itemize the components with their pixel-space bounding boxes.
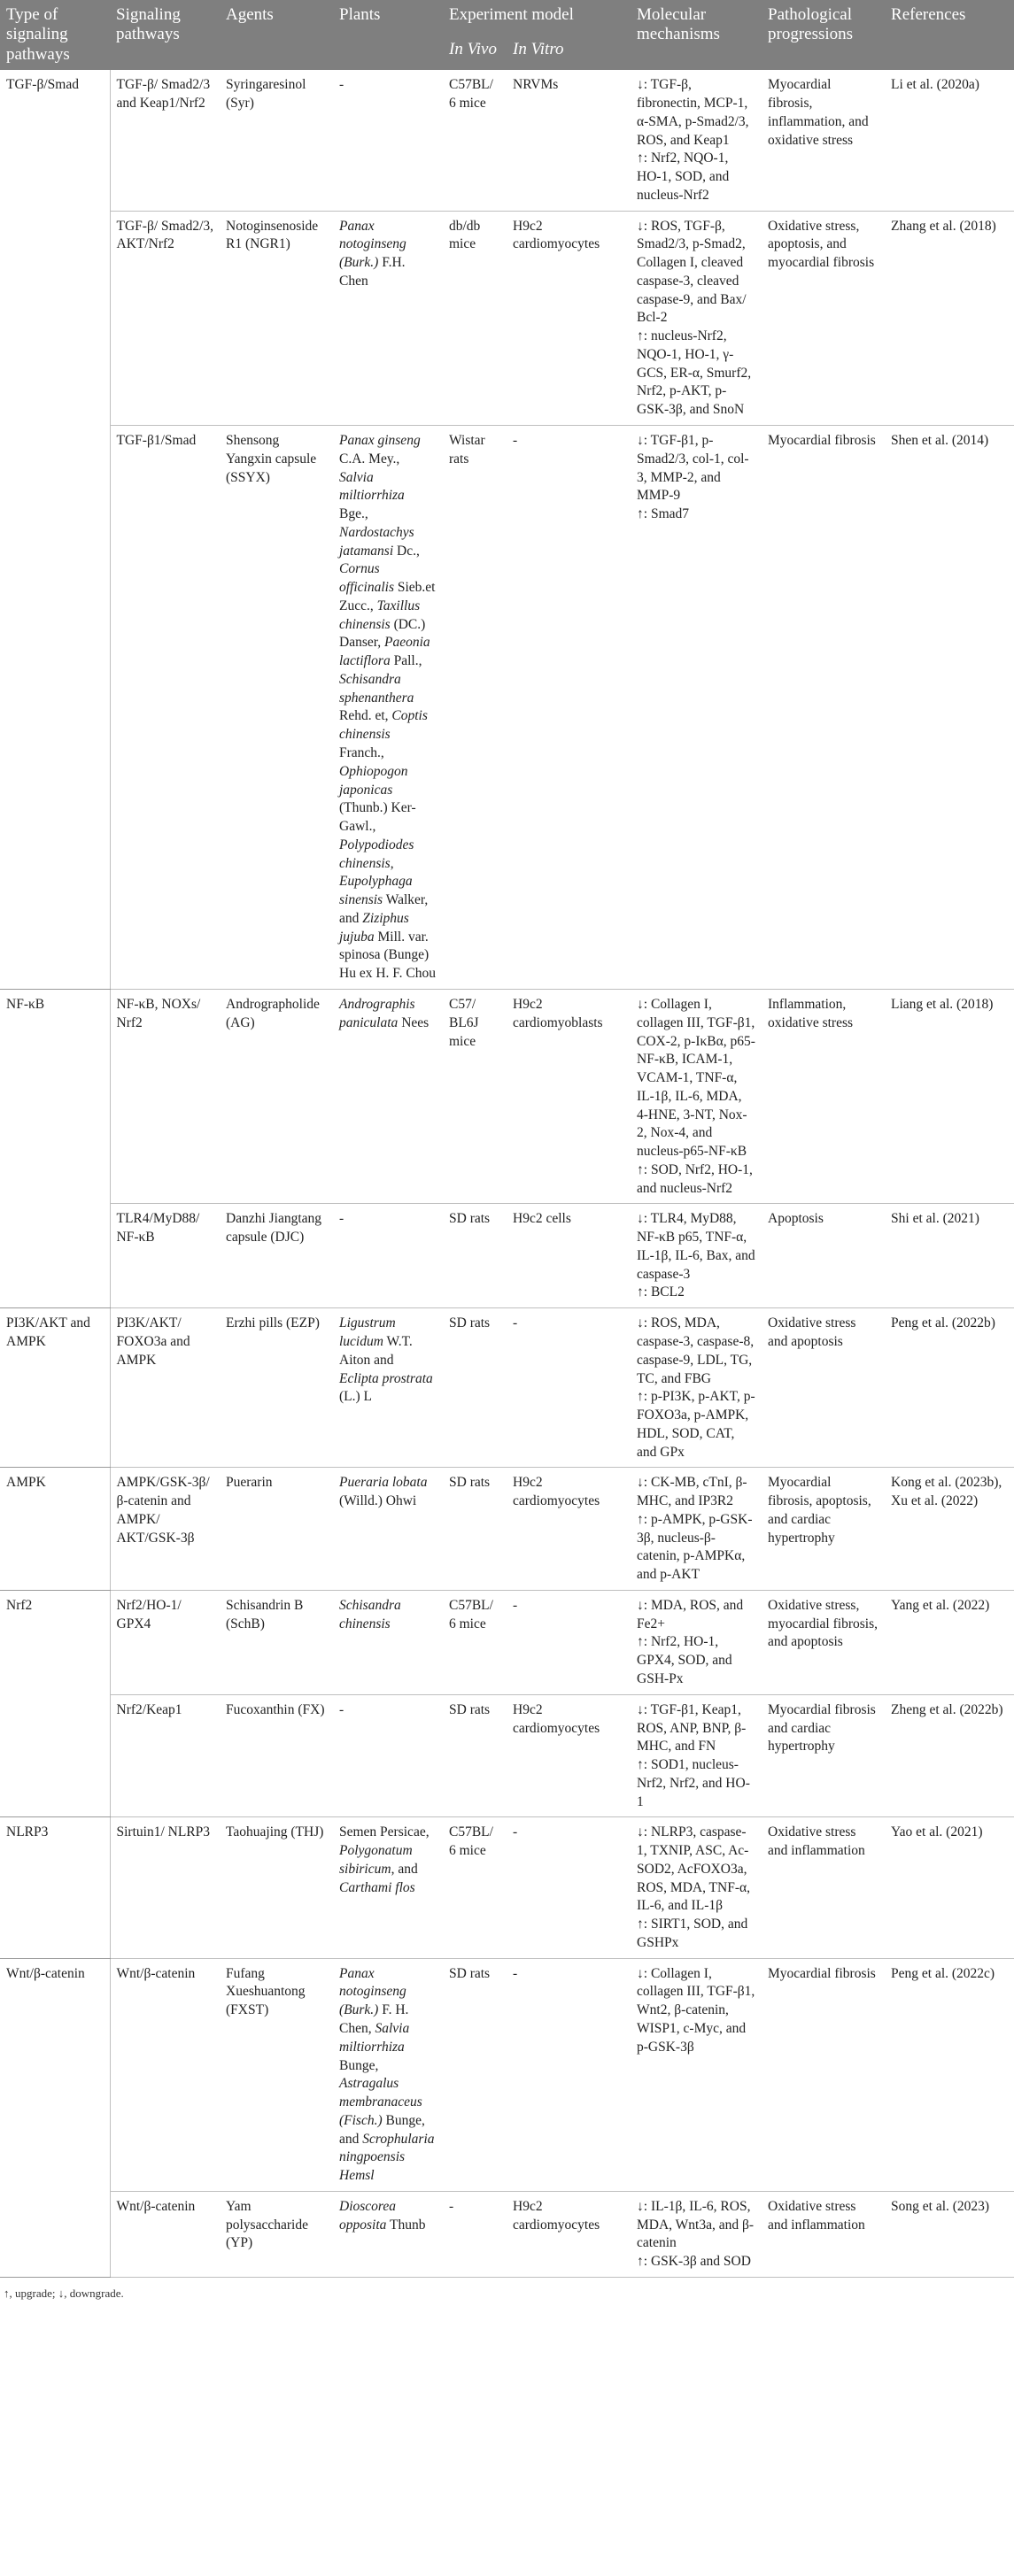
cell-references: Zheng et al. (2022b) <box>885 1694 1014 1817</box>
cell-pathology: Apoptosis <box>762 1204 885 1308</box>
cell-pathology: Myocardial fibrosis, apoptosis, and cardiac hypertrophy <box>762 1468 885 1591</box>
cell-signaling-pathways: NF-κB, NOXs/ Nrf2 <box>110 989 220 1203</box>
cell-molecular-mechanisms <box>631 1308 762 1468</box>
cell-molecular-mechanisms <box>631 2191 762 2277</box>
cell-references: Kong et al. (2023b), Xu et al. (2022) <box>885 1468 1014 1591</box>
cell-in-vivo: C57BL/ 6 mice <box>443 1817 507 1958</box>
cell-agents: Fufang Xueshuantong (FXST) <box>220 1958 333 2191</box>
plant-text: Salvia miltiorrhiza <box>339 2021 410 2055</box>
cell-signaling-pathways: TGF-β1/Smad <box>110 426 220 990</box>
mechanism-down: ↓: TLR4, MyD88, NF-κB p65, TNF-α, IL-1β, IL-6, Bax, and caspase-3 <box>637 1211 755 1282</box>
cell-pathology: Myocardial fibrosis and cardiac hypertrophy <box>762 1694 885 1817</box>
cell-signaling-pathways: TGF-β/ Smad2/3 and Keap1/Nrf2 <box>110 70 220 211</box>
plant-text: Eupolyphaga sinensis <box>339 874 413 908</box>
header-experiment: Experiment model <box>443 0 631 36</box>
plant-text: Pall., <box>390 653 422 669</box>
mechanism-up: ↑: SOD1, nucleus-Nrf2, Nrf2, and HO-1 <box>637 1757 750 1809</box>
mechanism-down: ↓: MDA, ROS, and Fe2+ <box>637 1597 744 1631</box>
plant-text: Pueraria lobata <box>339 1475 428 1491</box>
plant-text: (DC.) Danser, <box>339 616 426 651</box>
plant-text: Cornus officinalis <box>339 561 394 596</box>
cell-pathology: Oxidative stress and apoptosis <box>762 1308 885 1468</box>
cell-agents: Andrographolide (AG) <box>220 989 333 1203</box>
cell-in-vitro: H9c2 cardiomyocytes <box>507 2191 631 2277</box>
cell-in-vitro: H9c2 cardiomyoblasts <box>507 989 631 1203</box>
plant-text: Taxillus chinensis <box>339 598 421 632</box>
cell-agents: Shensong Yangxin capsule (SSYX) <box>220 426 333 990</box>
table-row <box>0 1204 1014 1308</box>
mechanism-down: ↓: IL-1β, IL-6, ROS, MDA, Wnt3a, and β-catenin <box>637 2198 755 2251</box>
cell-molecular-mechanisms <box>631 70 762 211</box>
cell-agents: Schisandrin B (SchB) <box>220 1590 333 1694</box>
plant-text: Andrographis paniculata <box>339 996 415 1030</box>
mechanism-up: ↑: p-PI3K, p-AKT, p-FOXO3a, p-AMPK, HDL, SOD, CAT, and GPx <box>637 1389 755 1460</box>
cell-molecular-mechanisms <box>631 1468 762 1591</box>
plant-text: Panax ginseng <box>339 433 421 448</box>
plant-text: Nees <box>398 1014 430 1030</box>
cell-in-vitro: H9c2 cardiomyocytes <box>507 211 631 425</box>
plant-text: Ophiopogon japonicas <box>339 763 408 798</box>
plant-text: Schisandra sphenanthera <box>339 671 414 706</box>
header-type: Type of signaling pathways <box>0 0 110 70</box>
cell-in-vivo: Wistar rats <box>443 426 507 990</box>
plant-text: Walker, and <box>339 892 429 926</box>
plant-text: - <box>339 77 344 93</box>
mechanism-up: ↑: nucleus-Nrf2, NQO-1, HO-1, γ-GCS, ER-α, Smurf2, Nrf2, p-AKT, p-GSK-3β, and SnoN <box>637 328 752 418</box>
table-footnote: ↑, upgrade; ↓, downgrade. <box>4 2286 124 2300</box>
cell-signaling-pathways: Wnt/β-catenin <box>110 2191 220 2277</box>
plant-text: (L.) L <box>339 1389 373 1405</box>
cell-references: Yang et al. (2022) <box>885 1590 1014 1694</box>
cell-in-vivo: SD rats <box>443 1204 507 1308</box>
plant-text: Bunge, <box>339 2057 379 2073</box>
cell-plants <box>333 1204 443 1308</box>
header-mechanisms: Molecular mechanisms <box>631 0 762 70</box>
cell-agents: Syringaresinol (Syr) <box>220 70 333 211</box>
cell-pathology: Myocardial fibrosis <box>762 1958 885 2191</box>
plant-text: Panax notoginseng (Burk.) <box>339 1965 406 2018</box>
cell-references: Zhang et al. (2018) <box>885 211 1014 425</box>
cell-molecular-mechanisms <box>631 1590 762 1694</box>
cell-references: Song et al. (2023) <box>885 2191 1014 2277</box>
table-body <box>0 70 1014 2277</box>
cell-pathology: Oxidative stress, myocardial fibrosis, and apoptosis <box>762 1590 885 1694</box>
cell-plants <box>333 2191 443 2277</box>
cell-pathway-type: Nrf2 <box>0 1590 110 1816</box>
plant-text: Mill. var. spinosa (Bunge) Hu ex H. F. Chou <box>339 929 436 982</box>
cell-signaling-pathways: Nrf2/Keap1 <box>110 1694 220 1817</box>
table-row <box>0 1694 1014 1817</box>
mechanism-up: ↑: Smad7 <box>637 506 690 522</box>
cell-references: Shen et al. (2014) <box>885 426 1014 990</box>
plant-text: Dc., <box>393 543 420 559</box>
cell-in-vivo: C57/ BL6J mice <box>443 989 507 1203</box>
cell-signaling-pathways: Sirtuin1/ NLRP3 <box>110 1817 220 1958</box>
header-pathways: Signaling pathways <box>110 0 220 70</box>
header-agents: Agents <box>220 0 333 70</box>
plant-text: Dioscorea opposita <box>339 2198 396 2233</box>
cell-agents: Erzhi pills (EZP) <box>220 1308 333 1468</box>
plant-text: W.T. Aiton and <box>339 1333 413 1368</box>
cell-signaling-pathways: AMPK/GSK-3β/β-catenin and AMPK/ AKT/GSK-3β <box>110 1468 220 1591</box>
cell-molecular-mechanisms <box>631 1694 762 1817</box>
cell-pathway-type: AMPK <box>0 1468 110 1591</box>
plant-text: (Willd.) Ohwi <box>339 1493 417 1509</box>
plant-text: Thunb <box>386 2217 426 2233</box>
mechanism-down: ↓: TGF-β, fibronectin, MCP-1, α-SMA, p-Smad2/3, ROS, and Keap1 <box>637 77 749 148</box>
cell-references: Yao et al. (2021) <box>885 1817 1014 1958</box>
cell-molecular-mechanisms <box>631 1204 762 1308</box>
cell-in-vivo: C57BL/ 6 mice <box>443 1590 507 1694</box>
mechanism-up: ↑: SIRT1, SOD, and GSHPx <box>637 1917 748 1950</box>
cell-pathology: Myocardial fibrosis <box>762 426 885 990</box>
plant-text: Astragalus membranaceus (Fisch.) <box>339 2076 422 2128</box>
cell-pathway-type: TGF-β/Smad <box>0 70 110 989</box>
cell-in-vivo: db/db mice <box>443 211 507 425</box>
cell-pathology: Oxidative stress and inflammation <box>762 2191 885 2277</box>
plant-text: Sieb.et Zucc., <box>339 580 436 613</box>
plant-text: (Thunb.) Ker-Gawl., <box>339 800 416 835</box>
table-row <box>0 1590 1014 1694</box>
cell-in-vitro: - <box>507 1590 631 1694</box>
plant-text: F.H. Chen <box>339 255 406 289</box>
header-pathology: Pathological progressions <box>762 0 885 70</box>
cell-plants <box>333 989 443 1203</box>
cell-plants <box>333 1590 443 1694</box>
cell-in-vitro: H9c2 cells <box>507 1204 631 1308</box>
mechanism-down: ↓: TGF-β1, Keap1, ROS, ANP, BNP, β-MHC, and FN <box>637 1701 747 1755</box>
header-invitro: In Vitro <box>507 36 631 70</box>
mechanism-down: ↓: CK-MB, cTnI, β-MHC, and IP3R2 <box>637 1475 747 1509</box>
table-row <box>0 1958 1014 2191</box>
cell-in-vivo: SD rats <box>443 1468 507 1591</box>
plant-text: - <box>339 1701 344 1717</box>
plant-text: , <box>390 855 394 871</box>
cell-plants <box>333 1817 443 1958</box>
cell-molecular-mechanisms <box>631 1958 762 2191</box>
cell-pathology: Inflammation, oxidative stress <box>762 989 885 1203</box>
cell-plants <box>333 1308 443 1468</box>
cell-references: Peng et al. (2022c) <box>885 1958 1014 2191</box>
cell-in-vitro: - <box>507 1817 631 1958</box>
plant-text: Eclipta prostrata <box>339 1370 433 1386</box>
header-references: References <box>885 0 1014 70</box>
plant-text: , and <box>391 1861 418 1877</box>
table-row <box>0 1817 1014 1958</box>
table-row <box>0 426 1014 990</box>
plant-text: Paeonia lactiflora <box>339 635 430 669</box>
cell-plants <box>333 1694 443 1817</box>
cell-in-vitro: H9c2 cardiomyocytes <box>507 1694 631 1817</box>
cell-signaling-pathways: Wnt/β-catenin <box>110 1958 220 2191</box>
plant-text: F. H. Chen, <box>339 2002 409 2037</box>
cell-plants <box>333 211 443 425</box>
table-row <box>0 211 1014 425</box>
cell-in-vitro: - <box>507 1308 631 1468</box>
table-row <box>0 1468 1014 1591</box>
cell-references: Peng et al. (2022b) <box>885 1308 1014 1468</box>
cell-in-vivo: SD rats <box>443 1694 507 1817</box>
cell-pathway-type: NLRP3 <box>0 1817 110 1958</box>
plant-text: Coptis chinensis <box>339 708 428 743</box>
plant-text: Polypodiodes chinensis <box>339 837 414 871</box>
plant-text: Ziziphus jujuba <box>339 910 409 945</box>
table-row <box>0 1308 1014 1468</box>
plant-text: Nardostachys jatamansi <box>339 524 414 559</box>
plant-text: Semen Persicae, <box>339 1824 430 1840</box>
plant-text: Scrophularia ningpoensis Hemsl <box>339 2131 435 2184</box>
cell-signaling-pathways: TGF-β/ Smad2/3, AKT/Nrf2 <box>110 211 220 425</box>
cell-pathway-type: Wnt/β-catenin <box>0 1958 110 2277</box>
plant-text: Franch., <box>339 745 384 761</box>
plant-text: Bge., <box>339 506 368 522</box>
plant-text: Ligustrum lucidum <box>339 1315 396 1349</box>
cell-plants <box>333 1468 443 1591</box>
plant-text: Panax notoginseng (Burk.) <box>339 218 406 271</box>
cell-references: Shi et al. (2021) <box>885 1204 1014 1308</box>
cell-pathway-type: PI3K/AKT and AMPK <box>0 1308 110 1468</box>
cell-agents: Yam polysaccharide (YP) <box>220 2191 333 2277</box>
mechanism-down: ↓: ROS, TGF-β, Smad2/3, p-Smad2, Collagen I, cleaved caspase-3, cleaved caspase-9, and Bax/ Bcl-2 <box>637 218 747 326</box>
cell-molecular-mechanisms <box>631 1817 762 1958</box>
cell-molecular-mechanisms <box>631 211 762 425</box>
cell-plants <box>333 70 443 211</box>
cell-pathology: Myocardial fibrosis, inflammation, and oxidative stress <box>762 70 885 211</box>
cell-molecular-mechanisms <box>631 989 762 1203</box>
mechanism-up: ↑: BCL2 <box>637 1284 685 1300</box>
cell-agents: Taohuajing (THJ) <box>220 1817 333 1958</box>
plant-text: Schisandra chinensis <box>339 1597 401 1631</box>
mechanism-down: ↓: ROS, MDA, caspase-3, caspase-8, caspase-9, LDL, TG, TC, and FBG <box>637 1315 755 1386</box>
cell-agents: Danzhi Jiangtang capsule (DJC) <box>220 1204 333 1308</box>
cell-pathology: Oxidative stress, apoptosis, and myocardial fibrosis <box>762 211 885 425</box>
cell-plants <box>333 426 443 990</box>
table-row <box>0 989 1014 1203</box>
mechanism-up: ↑: Nrf2, NQO-1, HO-1, SOD, and nucleus-Nrf2 <box>637 150 730 203</box>
table-row <box>0 2191 1014 2277</box>
table-row <box>0 70 1014 211</box>
plant-text: - <box>339 1211 344 1227</box>
plant-text: Rehd. et, <box>339 708 392 724</box>
cell-pathway-type: NF-κB <box>0 989 110 1307</box>
cell-in-vitro: H9c2 cardiomyocytes <box>507 1468 631 1591</box>
cell-in-vivo: C57BL/ 6 mice <box>443 70 507 211</box>
cell-agents: Notoginsenoside R1 (NGR1) <box>220 211 333 425</box>
cell-in-vitro: - <box>507 426 631 990</box>
plant-text: Carthami flos <box>339 1879 415 1895</box>
plant-text: C.A. Mey., <box>339 451 400 467</box>
mechanism-down: ↓: TGF-β1, p-Smad2/3, col-1, col-3, MMP-2, and MMP-9 <box>637 433 749 504</box>
plant-text: Polygonatum sibiricum <box>339 1843 413 1877</box>
cell-signaling-pathways: Nrf2/HO-1/ GPX4 <box>110 1590 220 1694</box>
cell-signaling-pathways: TLR4/MyD88/ NF-κB <box>110 1204 220 1308</box>
table-header <box>0 0 1014 70</box>
plant-text: Bunge, and <box>339 2112 425 2147</box>
cell-plants <box>333 1958 443 2191</box>
cell-in-vivo: SD rats <box>443 1308 507 1468</box>
plant-text: Salvia miltiorrhiza <box>339 469 405 504</box>
cell-molecular-mechanisms <box>631 426 762 990</box>
mechanism-up: ↑: GSK-3β and SOD <box>637 2254 751 2270</box>
mechanism-up: ↑: SOD, Nrf2, HO-1, and nucleus-Nrf2 <box>637 1161 753 1196</box>
mechanism-down: ↓: NLRP3, caspase-1, TXNIP, ASC, Ac-SOD2, AcFOXO3a, ROS, MDA, TNF-α, IL-6, and IL-1β <box>637 1824 750 1914</box>
cell-signaling-pathways: PI3K/AKT/ FOXO3a and AMPK <box>110 1308 220 1468</box>
cell-references: Li et al. (2020a) <box>885 70 1014 211</box>
cell-in-vitro: NRVMs <box>507 70 631 211</box>
mechanism-down: ↓: Collagen I, collagen III, TGF-β1, COX-2, p-IκBα, p65-NF-κB, ICAM-1, VCAM-1, TNF-α, IL-1β, IL-6, MDA, 4-HNE, 3-NT, Nox-2, Nox-4, and nucleus-p65-NF-κB <box>637 996 755 1160</box>
cell-in-vivo: SD rats <box>443 1958 507 2191</box>
mechanism-up: ↑: p-AMPK, p-GSK-3β, nucleus-β-catenin, p-AMPKα, and p-AKT <box>637 1511 753 1583</box>
cell-agents: Puerarin <box>220 1468 333 1591</box>
mechanism-down: ↓: Collagen I, collagen III, TGF-β1, Wnt2, β-catenin, WISP1, c-Myc, and p-GSK-3β <box>637 1965 755 2055</box>
cell-in-vitro: - <box>507 1958 631 2191</box>
header-plants: Plants <box>333 0 443 70</box>
cell-in-vivo: - <box>443 2191 507 2277</box>
cell-agents: Fucoxanthin (FX) <box>220 1694 333 1817</box>
cell-pathology: Oxidative stress and inflammation <box>762 1817 885 1958</box>
mechanism-up: ↑: Nrf2, HO-1, GPX4, SOD, and GSH-Px <box>637 1634 732 1686</box>
cell-references: Liang et al. (2018) <box>885 989 1014 1203</box>
header-invivo: In Vivo <box>443 36 507 70</box>
